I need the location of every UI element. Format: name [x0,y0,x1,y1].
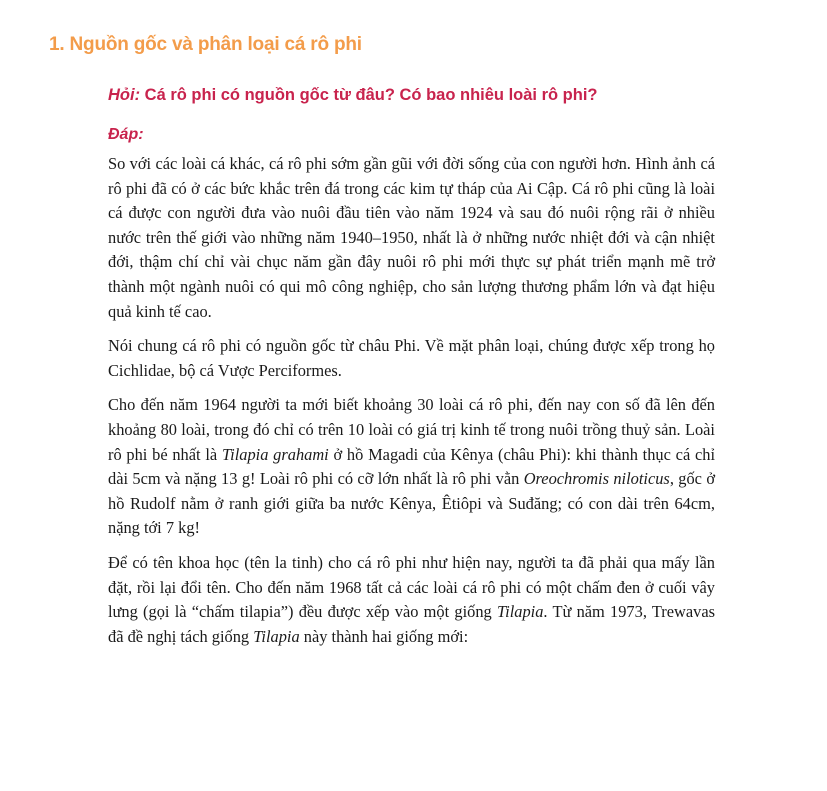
paragraph-3-text-c: ở hồ Magadi của Kênya (châu Phi): khi thành thục cá chỉ dài 5cm và nặng 13 g! Loài rô phi có cỡ lớn nhất là rô phi vằn [108,444,716,489]
species-name-tilapia-grahami: Tilapia grahami [221,444,329,464]
genus-name-tilapia: Tilapia [496,602,544,622]
answer-label: Đáp: [108,126,144,143]
answer-body [108,152,715,659]
paragraph-2: Nói chung cá rô phi có nguồn gốc từ châu Phi. Về mặt phân loại, chúng được xếp trong họ Cichlidae, bộ cá Vược Perciformes. [108,336,715,380]
genus-name-tilapia-2: Tilapia [253,626,300,646]
paragraph-4-text-c: . Từ năm 1973, Trewavas đã đề nghị tách giống [108,602,715,646]
section-title: 1. Nguồn gốc và phân loại cá rô phi [49,34,362,55]
question-label: Hỏi: [108,86,141,104]
paragraph-3-text-a: Cho đến năm 1964 người ta mới biết khoảng 30 loài cá rô phi, đến nay con số đã lên đến khoảng 80 loài, trong đó chỉ có trên 10 loài có giá trị kinh tế trong nuôi trồng thuỷ sản. Loài rô phi bé nhất là [108,395,715,464]
paragraph-4-text-a: Để có tên khoa học (tên la tinh) cho cá rô phi như hiện nay, người ta đã phải qua mấy lần đặt, rồi lại đổi tên. Cho đến năm 1968 tất cả các loài cá rô phi có một chấm đen ở cuối vây lưng (gọi là “chấm tilapia”) đều được xếp vào một giống [108,552,715,622]
paragraph-4-text-e: này thành hai giống mới: [299,626,469,646]
paragraph-3-text-e: , gốc ở hồ Rudolf nằm ở ranh giới giữa ba nước Kênya, Êtiôpi và Suđăng; có con dài trên 64cm, nặng tới 7 kg! [108,469,715,538]
paragraph-3 [108,393,715,541]
question [108,86,598,105]
paragraph-4 [108,551,715,649]
paragraph-1: So với các loài cá khác, cá rô phi sớm gần gũi với đời sống của con người hơn. Hình ảnh cá rô phi đã có ở các bức khắc trên đá trong các kim tự tháp của Ai Cập. Cá rô phi cũng là loài cá được con người đưa vào nuôi đầu tiên vào năm 1924 và sau đó nuôi rộng rãi ở nhiều nước trên thế giới vào những năm 1940–1950, nhất là ở những nước nhiệt đới và cận nhiệt đới, thậm chí chỉ vài chục năm gần đây nuôi rô phi mới thực sự phát triển mạnh mẽ trở thành một ngành nuôi có qui mô công nghiệp, cho sản lượng thương phẩm lớn và đạt hiệu quả kinh tế cao. [108,154,715,321]
species-name-oreochromis-niloticus: Oreochromis niloticus [523,469,670,489]
question-text: Cá rô phi có nguồn gốc từ đâu? Có bao nhiêu loài rô phi? [140,86,598,104]
